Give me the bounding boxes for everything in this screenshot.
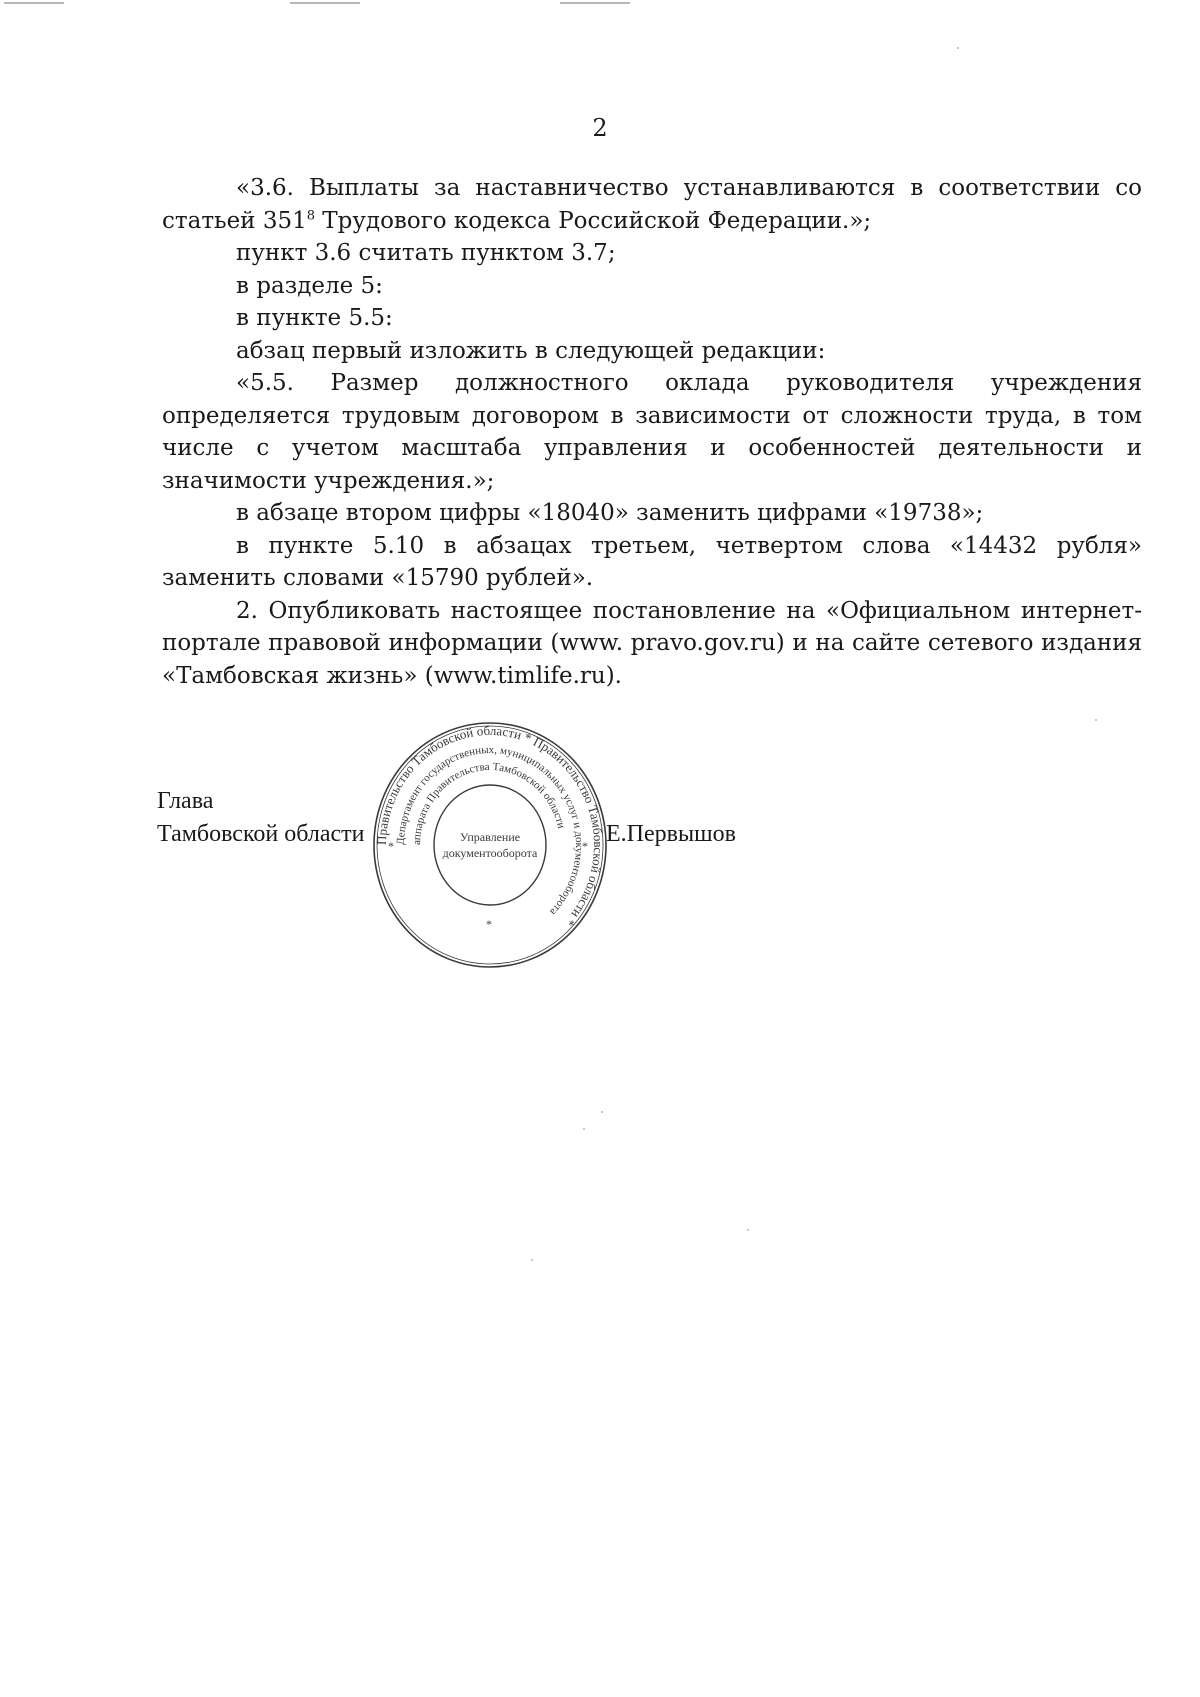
page-number: 2: [592, 114, 608, 142]
paragraph-renumber: пункт 3.6 считать пунктом 3.7;: [236, 240, 616, 266]
scan-speck: [531, 1259, 533, 1261]
paragraph-3-6-text: «3.6. Выплаты за наставничество устанавливаются в соответствии со статьей 351: [162, 175, 1142, 234]
seal-star-bottom-icon: *: [486, 917, 492, 931]
scan-speck: [957, 47, 959, 49]
scan-speck: [747, 1229, 749, 1231]
paragraph-5-5-text: «5.5. Размер должностного оклада руководителя учреждения определяется трудовым договором в зависимости от сложности труда, в том числе с учетом масштаба управления и особенностей деятельности и значимости учреждения.»;: [162, 370, 1142, 494]
seal-inner-ring-text: аппарата Правительства Тамбовской области: [410, 760, 568, 846]
seal-center-line2: документооборота: [442, 846, 538, 860]
scan-speck: [1095, 719, 1097, 721]
seal-center-line1: Управление: [459, 830, 521, 844]
signature-title: [157, 785, 364, 851]
scan-speck: [290, 2, 360, 4]
seal-star-left-icon: *: [388, 839, 394, 853]
seal-graphic: [370, 720, 610, 970]
paragraph-3-6-tail: Трудового кодекса Российской Федерации.»;: [315, 207, 872, 234]
paragraph-publish: 2. Опубликовать настоящее постановление на «Официальном интернет-портале правовой информации (www. pravo.gov.ru) и на сайте сетевого издания «Тамбовская жизнь» (www.timlife.ru).: [162, 597, 1142, 689]
paragraph-first-abzac: абзац первый изложить в следующей редакции:: [236, 337, 826, 364]
article-superscript: 8: [306, 207, 315, 223]
official-seal: [370, 720, 610, 970]
seal-outer-ring-text: Правительство Тамбовской области * Правительство Тамбовской области *: [373, 722, 607, 930]
paragraph-5-10: в пункте 5.10 в абзацах третьем, четвертом слова «14432 рубля» заменить словами «15790 рублей».: [162, 532, 1142, 591]
paragraph-numbers-replace: в абзаце втором цифры «18040» заменить цифрами «19738»;: [236, 500, 984, 526]
signature-title-line1: Глава: [157, 788, 214, 814]
seal-star-right-icon: *: [582, 839, 588, 853]
scan-speck: [583, 1128, 585, 1130]
signature-name: Е.Первышов: [606, 821, 736, 847]
paragraph-section-5: в разделе 5:: [236, 272, 383, 299]
seal-middle-ring-text: Департамент государственных, муниципальных услуг и документооборота: [394, 743, 586, 918]
scan-speck: [560, 2, 630, 4]
scan-speck: [4, 2, 64, 4]
signature-title-line2: Тамбовской области: [157, 821, 365, 847]
document-body: [162, 172, 1142, 692]
paragraph-3-6: [162, 172, 1142, 237]
scan-speck: [601, 1111, 603, 1113]
paragraph-point-5-5: в пункте 5.5:: [236, 305, 393, 331]
